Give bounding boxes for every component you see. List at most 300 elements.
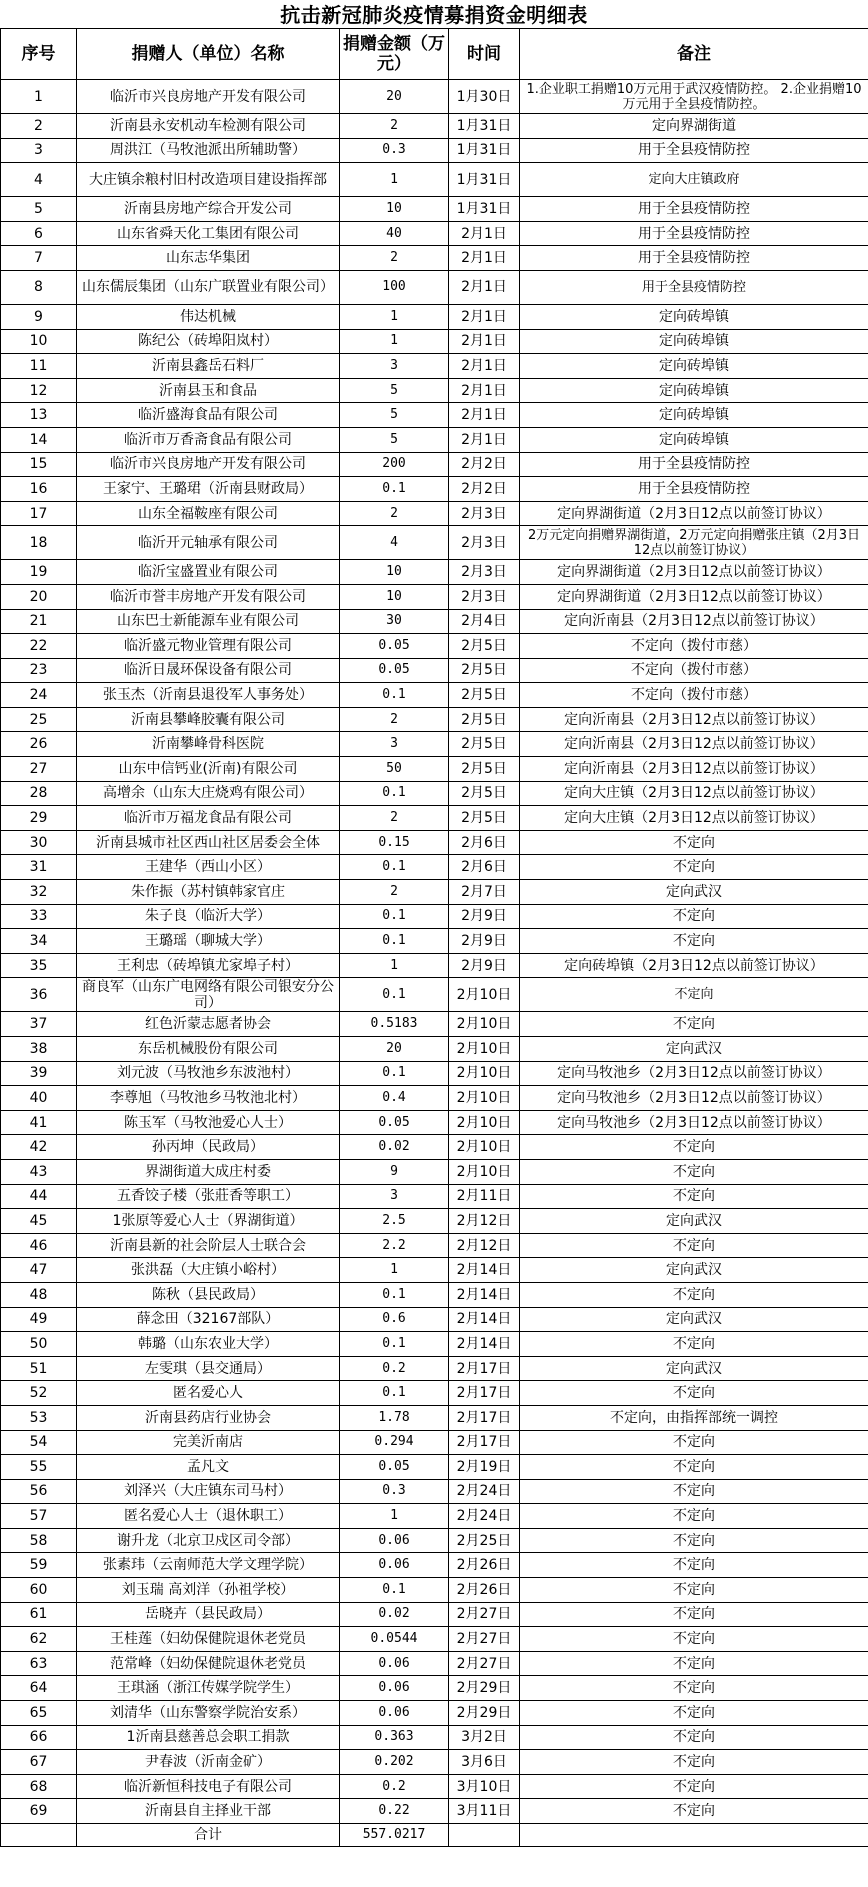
row-no-cell: 60: [1, 1578, 77, 1603]
row-no-cell: 10: [1, 329, 77, 354]
total-row: [1, 1824, 868, 1847]
row-no-cell: 12: [1, 378, 77, 403]
row-donor-cell: 伟达机械: [77, 304, 340, 329]
row-remark-cell: 用于全县疫情防控: [520, 270, 868, 304]
table-row: [1, 1381, 868, 1406]
row-date-cell: 2月17日: [449, 1405, 520, 1430]
row-date-cell: 2月10日: [449, 1061, 520, 1086]
row-donor-cell: 匿名爱心人士（退休职工）: [77, 1504, 340, 1529]
row-remark-cell: 定向界湖街道: [520, 114, 868, 139]
row-amount-cell: 0.0544: [340, 1627, 449, 1652]
row-remark-cell: 用于全县疫情防控: [520, 197, 868, 222]
table-row: [1, 1602, 868, 1627]
row-donor-cell: 周洪江（马牧池派出所辅助警）: [77, 138, 340, 163]
table-row: [1, 634, 868, 659]
row-remark-cell: 定向砖埠镇（2月3日12点以前签订协议）: [520, 953, 868, 978]
row-donor-cell: 沂南县房地产综合开发公司: [77, 197, 340, 222]
row-date-cell: 2月1日: [449, 427, 520, 452]
row-donor-cell: 临沂市兴良房地产开发有限公司: [77, 452, 340, 477]
row-no-cell: 40: [1, 1086, 77, 1111]
row-no-cell: 45: [1, 1209, 77, 1234]
row-remark-cell: 定向大庄镇政府: [520, 163, 868, 197]
row-donor-cell: 高增余（山东大庄烧鸡有限公司）: [77, 781, 340, 806]
row-remark-cell: 不定向（拨付市慈）: [520, 683, 868, 708]
row-amount-cell: 1: [340, 953, 449, 978]
row-date-cell: 2月7日: [449, 880, 520, 905]
row-no-cell: 43: [1, 1159, 77, 1184]
row-date-cell: 2月1日: [449, 304, 520, 329]
row-remark-cell: 不定向: [520, 1651, 868, 1676]
row-no-cell: 47: [1, 1258, 77, 1283]
row-donor-cell: 1张原等爱心人士（界湖街道）: [77, 1209, 340, 1234]
row-donor-cell: 临沂宝盛置业有限公司: [77, 560, 340, 585]
table-row: [1, 378, 868, 403]
row-donor-cell: 陈秋（县民政局）: [77, 1282, 340, 1307]
row-no-cell: 21: [1, 609, 77, 634]
row-date-cell: 2月5日: [449, 781, 520, 806]
row-amount-cell: 0.3: [340, 1479, 449, 1504]
row-amount-cell: 0.5183: [340, 1012, 449, 1037]
table-row: [1, 1332, 868, 1357]
row-no-cell: 42: [1, 1135, 77, 1160]
header-remark: 备注: [520, 29, 868, 80]
row-remark-cell: 不定向: [520, 1799, 868, 1824]
row-date-cell: 2月27日: [449, 1627, 520, 1652]
row-date-cell: 2月6日: [449, 855, 520, 880]
row-no-cell: 24: [1, 683, 77, 708]
table-row: [1, 1184, 868, 1209]
table-row: [1, 584, 868, 609]
table-body: [1, 80, 868, 1824]
row-date-cell: 2月5日: [449, 757, 520, 782]
row-amount-cell: 0.22: [340, 1799, 449, 1824]
row-date-cell: 2月1日: [449, 221, 520, 246]
row-date-cell: 2月5日: [449, 806, 520, 831]
row-date-cell: 2月9日: [449, 929, 520, 954]
table-row: [1, 270, 868, 304]
row-no-cell: 15: [1, 452, 77, 477]
row-donor-cell: 谢升龙（北京卫戍区司令部）: [77, 1528, 340, 1553]
row-date-cell: 2月6日: [449, 830, 520, 855]
row-donor-cell: 孟凡文: [77, 1455, 340, 1480]
row-amount-cell: 10: [340, 197, 449, 222]
table-row: [1, 477, 868, 502]
table-row: [1, 1455, 868, 1480]
table-row: [1, 953, 868, 978]
table-row: [1, 1799, 868, 1824]
row-amount-cell: 0.1: [340, 929, 449, 954]
row-donor-cell: 李尊旭（马牧池乡马牧池北村）: [77, 1086, 340, 1111]
row-date-cell: 3月10日: [449, 1774, 520, 1799]
row-no-cell: 39: [1, 1061, 77, 1086]
row-date-cell: 2月12日: [449, 1233, 520, 1258]
table-row: [1, 354, 868, 379]
row-amount-cell: 0.1: [340, 855, 449, 880]
row-date-cell: 2月2日: [449, 477, 520, 502]
row-amount-cell: 2: [340, 806, 449, 831]
table-row: [1, 1528, 868, 1553]
row-date-cell: 2月10日: [449, 1037, 520, 1062]
row-date-cell: 2月26日: [449, 1553, 520, 1578]
row-no-cell: 13: [1, 403, 77, 428]
row-no-cell: 29: [1, 806, 77, 831]
row-amount-cell: 2: [340, 880, 449, 905]
row-date-cell: 2月1日: [449, 354, 520, 379]
row-donor-cell: 王桂莲（妇幼保健院退休老党员: [77, 1627, 340, 1652]
table-row: [1, 221, 868, 246]
row-no-cell: 30: [1, 830, 77, 855]
row-donor-cell: 沂南县自主择业干部: [77, 1799, 340, 1824]
row-amount-cell: 2: [340, 246, 449, 271]
table-row: [1, 1307, 868, 1332]
row-amount-cell: 0.6: [340, 1307, 449, 1332]
row-date-cell: 1月31日: [449, 114, 520, 139]
row-donor-cell: 朱子良（临沂大学）: [77, 904, 340, 929]
row-no-cell: 28: [1, 781, 77, 806]
row-date-cell: 2月11日: [449, 1184, 520, 1209]
table-row: [1, 163, 868, 197]
row-remark-cell: 不定向: [520, 1750, 868, 1775]
row-donor-cell: 王璐瑶（聊城大学）: [77, 929, 340, 954]
row-date-cell: 2月1日: [449, 329, 520, 354]
row-remark-cell: 不定向: [520, 1233, 868, 1258]
row-remark-cell: 不定向: [520, 929, 868, 954]
row-amount-cell: 1: [340, 1504, 449, 1529]
row-remark-cell: 2万元定向捐赠界湖街道，2万元定向捐赠张庄镇（2月3日12点以前签订协议）: [520, 526, 868, 560]
table-row: [1, 246, 868, 271]
row-remark-cell: 不定向: [520, 978, 868, 1012]
table-row: [1, 1233, 868, 1258]
row-remark-cell: 不定向: [520, 1159, 868, 1184]
row-donor-cell: 大庄镇余粮村旧村改造项目建设指挥部: [77, 163, 340, 197]
table-row: [1, 609, 868, 634]
row-no-cell: 5: [1, 197, 77, 222]
table-row: [1, 929, 868, 954]
row-amount-cell: 1: [340, 304, 449, 329]
row-remark-cell: 定向砖埠镇: [520, 354, 868, 379]
row-no-cell: 26: [1, 732, 77, 757]
table-row: [1, 904, 868, 929]
row-date-cell: 2月5日: [449, 683, 520, 708]
header-amount: [340, 29, 449, 80]
row-no-cell: 4: [1, 163, 77, 197]
row-no-cell: 59: [1, 1553, 77, 1578]
row-remark-cell: 不定向: [520, 1602, 868, 1627]
row-no-cell: 3: [1, 138, 77, 163]
row-date-cell: 2月10日: [449, 1159, 520, 1184]
row-date-cell: 3月11日: [449, 1799, 520, 1824]
row-remark-cell: 不定向: [520, 1455, 868, 1480]
row-no-cell: 18: [1, 526, 77, 560]
row-remark-cell: 用于全县疫情防控: [520, 138, 868, 163]
row-no-cell: 46: [1, 1233, 77, 1258]
row-amount-cell: 30: [340, 609, 449, 634]
row-donor-cell: 薛念田（32167部队）: [77, 1307, 340, 1332]
row-donor-cell: 沂南县永安机动车检测有限公司: [77, 114, 340, 139]
row-remark-cell: 用于全县疫情防控: [520, 452, 868, 477]
row-amount-cell: 0.1: [340, 904, 449, 929]
table-row: [1, 1282, 868, 1307]
row-donor-cell: 刘玉瑞 高刘洋（孙祖学校）: [77, 1578, 340, 1603]
row-donor-cell: 沂南县新的社会阶层人士联合会: [77, 1233, 340, 1258]
table-row: [1, 452, 868, 477]
row-remark-cell: 定向武汉: [520, 1258, 868, 1283]
row-date-cell: 2月27日: [449, 1602, 520, 1627]
row-amount-cell: 4: [340, 526, 449, 560]
row-date-cell: 2月5日: [449, 707, 520, 732]
row-donor-cell: 东岳机械股份有限公司: [77, 1037, 340, 1062]
row-remark-cell: 不定向: [520, 830, 868, 855]
row-no-cell: 23: [1, 658, 77, 683]
row-donor-cell: 刘泽兴（大庄镇东司马村）: [77, 1479, 340, 1504]
row-no-cell: 7: [1, 246, 77, 271]
row-date-cell: 2月5日: [449, 732, 520, 757]
row-date-cell: 2月27日: [449, 1651, 520, 1676]
row-donor-cell: 陈纪公（砖埠阳岚村）: [77, 329, 340, 354]
table-row: [1, 427, 868, 452]
row-remark-cell: 定向武汉: [520, 1209, 868, 1234]
row-remark-cell: 不定向（拨付市慈）: [520, 658, 868, 683]
row-amount-cell: 10: [340, 560, 449, 585]
row-remark-cell: 不定向: [520, 1479, 868, 1504]
row-remark-cell: 不定向: [520, 904, 868, 929]
table-row: [1, 1012, 868, 1037]
row-amount-cell: 2: [340, 707, 449, 732]
row-no-cell: 62: [1, 1627, 77, 1652]
row-donor-cell: 尹春波（沂南金矿）: [77, 1750, 340, 1775]
row-amount-cell: 0.1: [340, 1061, 449, 1086]
table-row: [1, 403, 868, 428]
row-no-cell: 65: [1, 1701, 77, 1726]
row-amount-cell: 0.02: [340, 1602, 449, 1627]
row-remark-cell: 不定向: [520, 1012, 868, 1037]
table-row: [1, 880, 868, 905]
table-row: [1, 1578, 868, 1603]
row-donor-cell: 刘元波（马牧池乡东波池村）: [77, 1061, 340, 1086]
row-no-cell: 54: [1, 1430, 77, 1455]
row-donor-cell: 临沂市万香斋食品有限公司: [77, 427, 340, 452]
row-donor-cell: 王家宁、王璐珺（沂南县财政局）: [77, 477, 340, 502]
row-no-cell: 49: [1, 1307, 77, 1332]
row-no-cell: 19: [1, 560, 77, 585]
table-row: [1, 1750, 868, 1775]
row-donor-cell: 王建华（西山小区）: [77, 855, 340, 880]
row-no-cell: 8: [1, 270, 77, 304]
row-date-cell: 2月14日: [449, 1307, 520, 1332]
row-amount-cell: 20: [340, 1037, 449, 1062]
row-donor-cell: 山东全福鞍座有限公司: [77, 501, 340, 526]
row-donor-cell: 山东中信钙业(沂南)有限公司: [77, 757, 340, 782]
row-amount-cell: 0.05: [340, 1455, 449, 1480]
row-remark-cell: 定向沂南县（2月3日12点以前签订协议）: [520, 732, 868, 757]
table-row: [1, 1061, 868, 1086]
row-date-cell: 2月14日: [449, 1332, 520, 1357]
row-donor-cell: 临沂市万福龙食品有限公司: [77, 806, 340, 831]
row-date-cell: 2月19日: [449, 1455, 520, 1480]
row-no-cell: 69: [1, 1799, 77, 1824]
row-no-cell: 68: [1, 1774, 77, 1799]
row-donor-cell: 山东省舜天化工集团有限公司: [77, 221, 340, 246]
row-remark-cell: 定向砖埠镇: [520, 403, 868, 428]
row-no-cell: 63: [1, 1651, 77, 1676]
row-date-cell: 2月5日: [449, 658, 520, 683]
row-date-cell: 2月14日: [449, 1258, 520, 1283]
header-no: 序号: [1, 29, 77, 80]
row-date-cell: 1月30日: [449, 80, 520, 114]
row-remark-cell: 定向大庄镇（2月3日12点以前签订协议）: [520, 781, 868, 806]
table-row: [1, 560, 868, 585]
table-row: [1, 1774, 868, 1799]
row-remark-cell: 不定向（拨付市慈）: [520, 634, 868, 659]
row-amount-cell: 50: [340, 757, 449, 782]
row-amount-cell: 3: [340, 354, 449, 379]
row-remark-cell: 1.企业职工捐赠10万元用于武汉疫情防控。 2.企业捐赠10万元用于全县疫情防控。: [520, 80, 868, 114]
total-remark-cell: [520, 1824, 868, 1847]
table-row: [1, 1159, 868, 1184]
row-amount-cell: 200: [340, 452, 449, 477]
row-donor-cell: 韩璐（山东农业大学）: [77, 1332, 340, 1357]
row-remark-cell: 不定向: [520, 1774, 868, 1799]
row-donor-cell: 孙丙坤（民政局）: [77, 1135, 340, 1160]
row-remark-cell: 不定向: [520, 1701, 868, 1726]
row-amount-cell: 0.1: [340, 1381, 449, 1406]
row-amount-cell: 5: [340, 427, 449, 452]
table-row: [1, 329, 868, 354]
row-remark-cell: 定向沂南县（2月3日12点以前签订协议）: [520, 609, 868, 634]
row-remark-cell: 定向界湖街道（2月3日12点以前签订协议）: [520, 501, 868, 526]
row-date-cell: 1月31日: [449, 197, 520, 222]
row-no-cell: 31: [1, 855, 77, 880]
row-amount-cell: 9: [340, 1159, 449, 1184]
table-row: [1, 732, 868, 757]
row-date-cell: 2月2日: [449, 452, 520, 477]
table-row: [1, 830, 868, 855]
table-row: [1, 781, 868, 806]
row-no-cell: 48: [1, 1282, 77, 1307]
row-date-cell: 2月3日: [449, 560, 520, 585]
row-date-cell: 3月6日: [449, 1750, 520, 1775]
row-amount-cell: 0.05: [340, 1110, 449, 1135]
row-date-cell: 2月17日: [449, 1356, 520, 1381]
row-donor-cell: 王琪涵（浙江传媒学院学生）: [77, 1676, 340, 1701]
row-amount-cell: 2.5: [340, 1209, 449, 1234]
row-date-cell: 2月17日: [449, 1430, 520, 1455]
total-amount: 557.0217: [340, 1824, 449, 1847]
row-donor-cell: 沂南县攀峰胶囊有限公司: [77, 707, 340, 732]
row-date-cell: 2月1日: [449, 246, 520, 271]
row-remark-cell: 定向武汉: [520, 1307, 868, 1332]
table-row: [1, 501, 868, 526]
table-row: [1, 1135, 868, 1160]
row-donor-cell: 五香饺子楼（张莊香等职工）: [77, 1184, 340, 1209]
row-date-cell: 3月2日: [449, 1725, 520, 1750]
row-remark-cell: 定向马牧池乡（2月3日12点以前签订协议）: [520, 1061, 868, 1086]
table-row: [1, 138, 868, 163]
row-amount-cell: 0.1: [340, 1282, 449, 1307]
row-donor-cell: 张洪磊（大庄镇小峪村）: [77, 1258, 340, 1283]
table-row: [1, 1430, 868, 1455]
row-remark-cell: 定向沂南县（2月3日12点以前签订协议）: [520, 707, 868, 732]
row-donor-cell: 山东儒辰集团（山东广联置业有限公司）: [77, 270, 340, 304]
row-donor-cell: 左雯琪（县交通局）: [77, 1356, 340, 1381]
table-row: [1, 80, 868, 114]
row-no-cell: 33: [1, 904, 77, 929]
row-donor-cell: 临沂盛海食品有限公司: [77, 403, 340, 428]
row-no-cell: 55: [1, 1455, 77, 1480]
row-no-cell: 58: [1, 1528, 77, 1553]
row-date-cell: 2月3日: [449, 526, 520, 560]
row-date-cell: 2月9日: [449, 953, 520, 978]
table-row: [1, 1627, 868, 1652]
row-donor-cell: 匿名爱心人: [77, 1381, 340, 1406]
row-remark-cell: 不定向: [520, 1553, 868, 1578]
table-row: [1, 1356, 868, 1381]
row-amount-cell: 1: [340, 163, 449, 197]
row-remark-cell: 不定向: [520, 1135, 868, 1160]
row-remark-cell: 不定向: [520, 1578, 868, 1603]
row-amount-cell: 0.3: [340, 138, 449, 163]
row-amount-cell: 0.1: [340, 1578, 449, 1603]
row-amount-cell: 0.06: [340, 1701, 449, 1726]
row-amount-cell: 40: [340, 221, 449, 246]
row-donor-cell: 沂南县药店行业协会: [77, 1405, 340, 1430]
row-amount-cell: 3: [340, 732, 449, 757]
row-date-cell: 2月9日: [449, 904, 520, 929]
row-no-cell: 36: [1, 978, 77, 1012]
table-row: [1, 1553, 868, 1578]
row-remark-cell: 定向沂南县（2月3日12点以前签订协议）: [520, 757, 868, 782]
row-no-cell: 35: [1, 953, 77, 978]
row-donor-cell: 朱作振（苏村镇韩家官庄: [77, 880, 340, 905]
row-remark-cell: 用于全县疫情防控: [520, 477, 868, 502]
row-date-cell: 1月31日: [449, 163, 520, 197]
row-no-cell: 11: [1, 354, 77, 379]
row-no-cell: 16: [1, 477, 77, 502]
row-donor-cell: 红色沂蒙志愿者协会: [77, 1012, 340, 1037]
row-donor-cell: 沂南县城市社区西山社区居委会全体: [77, 830, 340, 855]
row-donor-cell: 临沂市兴良房地产开发有限公司: [77, 80, 340, 114]
row-date-cell: 2月24日: [449, 1479, 520, 1504]
row-date-cell: 2月4日: [449, 609, 520, 634]
row-remark-cell: 不定向: [520, 855, 868, 880]
row-donor-cell: 范常峰（妇幼保健院退休老党员: [77, 1651, 340, 1676]
row-date-cell: 2月1日: [449, 378, 520, 403]
row-no-cell: 34: [1, 929, 77, 954]
table-row: [1, 757, 868, 782]
row-donor-cell: 临沂日晟环保设备有限公司: [77, 658, 340, 683]
row-remark-cell: 定向砖埠镇: [520, 329, 868, 354]
row-no-cell: 14: [1, 427, 77, 452]
row-amount-cell: 1: [340, 329, 449, 354]
row-amount-cell: 0.202: [340, 1750, 449, 1775]
table-row: [1, 304, 868, 329]
row-date-cell: 1月31日: [449, 138, 520, 163]
row-remark-cell: 不定向: [520, 1184, 868, 1209]
row-no-cell: 32: [1, 880, 77, 905]
table-row: [1, 1651, 868, 1676]
row-remark-cell: 定向武汉: [520, 1037, 868, 1062]
row-donor-cell: 张素玮（云南师范大学文理学院）: [77, 1553, 340, 1578]
row-date-cell: 2月10日: [449, 1135, 520, 1160]
row-donor-cell: 沂南攀峰骨科医院: [77, 732, 340, 757]
row-donor-cell: 1沂南县慈善总会职工捐款: [77, 1725, 340, 1750]
row-no-cell: 20: [1, 584, 77, 609]
row-amount-cell: 0.294: [340, 1430, 449, 1455]
row-no-cell: 17: [1, 501, 77, 526]
row-no-cell: 1: [1, 80, 77, 114]
row-amount-cell: 0.06: [340, 1553, 449, 1578]
table-row: [1, 1676, 868, 1701]
